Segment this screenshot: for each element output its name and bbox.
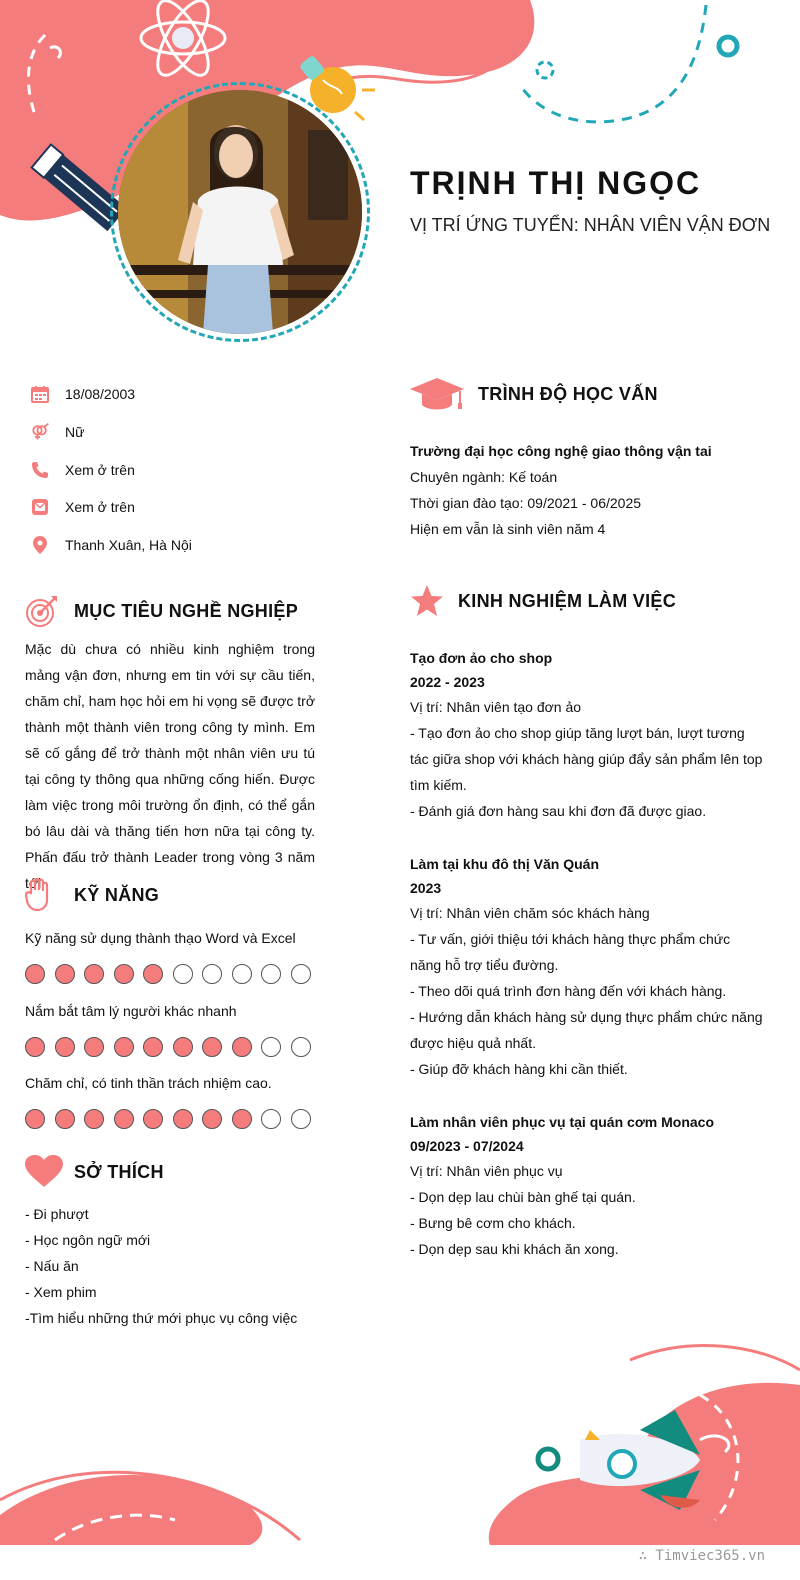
job-time: 2023 xyxy=(410,880,442,896)
rating-dot-filled xyxy=(25,964,45,984)
rating-dot-empty xyxy=(261,1109,281,1129)
rating-dot-filled xyxy=(55,964,75,984)
hobby-item: - Nấu ăn xyxy=(25,1258,79,1274)
job-entry xyxy=(410,1110,765,1262)
rating-dot-filled xyxy=(114,964,134,984)
skill-rating xyxy=(25,964,320,984)
gender-value: Nữ xyxy=(65,424,85,440)
rating-dot-filled xyxy=(84,1109,104,1129)
job-detail: - Hướng dẫn khách hàng sử dụng thực phẩm chức năng được hiệu quả nhất. xyxy=(410,1009,763,1051)
job-detail: - Theo dõi quá trình đơn hàng đến với khách hàng. xyxy=(410,983,727,999)
job-company: Làm nhân viên phục vụ tại quán cơm Monaco xyxy=(410,1114,714,1130)
calendar-icon xyxy=(30,384,50,404)
job-company: Làm tại khu đô thị Văn Quán xyxy=(410,856,600,872)
job-role: Vị trí: Nhân viên tạo đơn ảo xyxy=(410,699,582,715)
major: Chuyên ngành: Kế toán xyxy=(410,469,558,485)
rating-dot-empty xyxy=(202,964,222,984)
contact-email xyxy=(30,495,135,519)
job-entry xyxy=(410,646,765,824)
job-detail: - Dọn dẹp sau khi khách ăn xong. xyxy=(410,1241,619,1257)
rating-dot-empty xyxy=(291,1109,311,1129)
rating-dot-filled xyxy=(84,1037,104,1057)
rating-dot-filled xyxy=(114,1109,134,1129)
education-title: TRÌNH ĐỘ HỌC VẤN xyxy=(478,383,658,404)
star-icon xyxy=(410,584,444,618)
rating-dot-empty xyxy=(291,964,311,984)
skills-title: KỸ NĂNG xyxy=(74,884,160,905)
rating-dot-filled xyxy=(55,1037,75,1057)
profile-photo xyxy=(118,90,362,334)
graduation-cap-icon xyxy=(410,376,464,412)
job-detail: - Giúp đỡ khách hàng khi cần thiết. xyxy=(410,1061,628,1077)
rating-dot-filled xyxy=(25,1037,45,1057)
rating-dot-filled xyxy=(232,1037,252,1057)
job-role: Vị trí: Nhân viên chăm sóc khách hàng xyxy=(410,905,650,921)
education-block xyxy=(410,438,712,542)
experience-title: KINH NGHIỆM LÀM VIỆC xyxy=(458,590,677,611)
skill-name: Chăm chỉ, có tinh thần trách nhiệm cao. xyxy=(25,1075,272,1091)
contact-birthdate xyxy=(30,382,135,406)
job-time: 2022 - 2023 xyxy=(410,674,485,690)
hobbies-heading xyxy=(25,1155,164,1189)
birthdate-value: 18/08/2003 xyxy=(65,386,136,402)
watermark: ∴ Timviec365.vn xyxy=(638,1548,765,1564)
heart-icon xyxy=(25,1155,59,1189)
rating-dot-empty xyxy=(232,964,252,984)
rating-dot-filled xyxy=(173,1037,193,1057)
education-note: Hiện em vẫn là sinh viên năm 4 xyxy=(410,521,606,537)
school-name: Trường đại học công nghệ giao thông vận tai xyxy=(410,443,712,459)
rating-dot-filled xyxy=(143,1109,163,1129)
experience-heading xyxy=(410,584,676,618)
study-period: Thời gian đào tạo: 09/2021 - 06/2025 xyxy=(410,495,642,511)
skill-name: Kỹ năng sử dụng thành thạo Word và Excel xyxy=(25,930,296,946)
rating-dot-empty xyxy=(261,964,281,984)
candidate-name: TRỊNH THỊ NGỌC xyxy=(410,165,702,201)
rating-dot-filled xyxy=(232,1109,252,1129)
hobby-item: -Tìm hiểu những thứ mới phục vụ công việc xyxy=(25,1310,298,1326)
skill-rating xyxy=(25,1109,320,1129)
rating-dot-filled xyxy=(202,1037,222,1057)
target-icon xyxy=(25,594,59,628)
hobbies-list xyxy=(25,1201,297,1331)
rating-dot-filled xyxy=(114,1037,134,1057)
job-time: 09/2023 - 07/2024 xyxy=(410,1138,524,1154)
rating-dot-empty xyxy=(291,1037,311,1057)
skill-name: Nắm bắt tâm lý người khác nhanh xyxy=(25,1003,237,1019)
address-value: Thanh Xuân, Hà Nội xyxy=(65,537,192,553)
hobbies-title: SỞ THÍCH xyxy=(74,1161,164,1182)
rocket-icon xyxy=(538,1410,700,1510)
rating-dot-filled xyxy=(173,1109,193,1129)
hobby-item: - Học ngôn ngữ mới xyxy=(25,1232,151,1248)
rating-dot-empty xyxy=(173,964,193,984)
objective-title: MỤC TIÊU NGHỀ NGHIỆP xyxy=(74,600,299,621)
job-entry xyxy=(410,852,765,1082)
job-detail: - Dọn dẹp lau chùi bàn ghế tại quán. xyxy=(410,1189,636,1205)
applied-position: VỊ TRÍ ỨNG TUYỂN: NHÂN VIÊN VẬN ĐƠN xyxy=(410,215,771,235)
rating-dot-filled xyxy=(143,964,163,984)
job-detail: - Đánh giá đơn hàng sau khi đơn đã được giao. xyxy=(410,803,707,819)
location-pin-icon xyxy=(30,535,50,555)
rating-dot-filled xyxy=(143,1037,163,1057)
rating-dot-filled xyxy=(25,1109,45,1129)
rating-dot-empty xyxy=(261,1037,281,1057)
phone-icon xyxy=(30,460,50,480)
job-company: Tạo đơn ảo cho shop xyxy=(410,650,553,666)
job-detail: - Bưng bê cơm cho khách. xyxy=(410,1215,576,1231)
phone-value: Xem ở trên xyxy=(65,462,135,478)
hobby-item: - Xem phim xyxy=(25,1284,97,1300)
objective-heading xyxy=(25,594,298,628)
hand-icon xyxy=(25,878,59,912)
gender-icon xyxy=(30,422,50,442)
contact-address xyxy=(30,533,192,557)
job-detail: - Tạo đơn ảo cho shop giúp tăng lượt bán, lượt tương tác giữa shop với khách hàng giúp đẩy sản phẩm lên top tìm kiếm. xyxy=(410,725,763,793)
rating-dot-filled xyxy=(55,1109,75,1129)
job-role: Vị trí: Nhân viên phục vụ xyxy=(410,1163,563,1179)
email-value: Xem ở trên xyxy=(65,499,135,515)
objective-text: Mặc dù chưa có nhiều kinh nghiệm trong mảng vận đơn, nhưng em tin với sự cầu tiến, chăm chỉ, ham học hỏi em hi vọng sẽ được trở thành một thành viên trong công ty mình. Em sẽ cố gắng để trở thành một nhân viên ưu tú tại công ty thông qua những cống hiến. Được làm việc trong môi trường ổn định, có thể gắn bó lâu dài và thăng tiến hơn nữa tại công ty. Phấn đấu trở thành Leader trong vòng 3 năm tới. xyxy=(25,641,315,891)
email-icon xyxy=(30,497,50,517)
skills-heading xyxy=(25,878,159,912)
hobby-item: - Đi phượt xyxy=(25,1206,89,1222)
contact-gender xyxy=(30,420,84,444)
education-heading xyxy=(410,376,658,412)
skill-rating xyxy=(25,1037,320,1057)
job-detail: - Tư vấn, giới thiệu tới khách hàng thực phẩm chức năng hỗ trợ tiểu đường. xyxy=(410,931,731,973)
contact-phone xyxy=(30,458,135,482)
rating-dot-filled xyxy=(202,1109,222,1129)
rating-dot-filled xyxy=(84,964,104,984)
